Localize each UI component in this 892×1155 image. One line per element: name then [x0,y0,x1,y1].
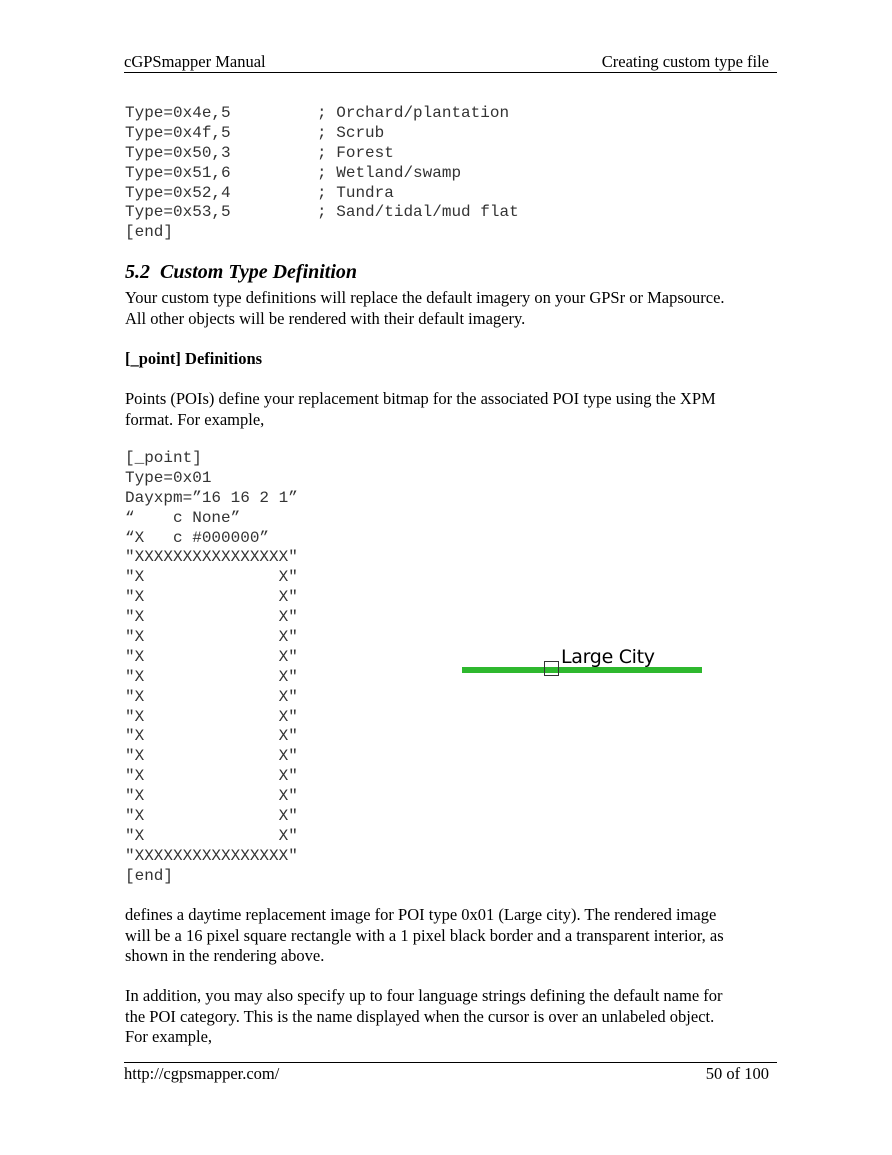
code-line: "X X" [125,608,298,627]
poi-rendering-example [462,644,707,684]
code-line: Type=0x4e,5 ; Orchard/plantation [125,104,510,122]
definitions-heading: [_point] Definitions [125,349,263,368]
code-line: "X X" [125,707,298,726]
footer-divider [124,1062,777,1063]
code-line: "X X" [125,628,298,647]
points-paragraph [125,389,775,430]
code-line: “X c #000000” [125,528,270,547]
page-footer [124,1064,777,1088]
header-chapter-title: Creating custom type file [601,52,769,71]
code-line: "X X" [125,588,298,607]
code-line: Type=0x01 [125,468,212,487]
code-line: Dayxpm=”16 16 2 1” [125,488,298,507]
code-line: Type=0x51,6 ; Wetland/swamp [125,163,462,182]
code-line: "X X" [125,747,298,766]
code-line: Type=0x50,3 ; Forest [125,143,394,162]
defines-paragraph [125,905,775,967]
code-line: Type=0x4f,5 ; Scrub [125,123,385,142]
paragraph-line: defines a daytime replacement image for POI type 0x01 (Large city). The rendered image [125,905,717,924]
code-line: “ c None” [125,508,241,527]
code-line: "XXXXXXXXXXXXXXXX" [125,548,298,567]
paragraph-line: shown in the rendering above. [125,946,325,965]
intro-paragraph [125,288,775,329]
header-manual-title: cGPSmapper Manual [124,52,266,71]
poi-square-icon [544,661,559,676]
paragraph-line: will be a 16 pixel square rectangle with a 1 pixel black border and a transparent interior, as [125,925,724,945]
code-line: "XXXXXXXXXXXXXXXX" [125,846,298,865]
city-label: Large City [561,646,655,668]
code-line: [_point] [125,449,202,467]
code-line: "X X" [125,767,298,786]
addition-paragraph [125,986,775,1048]
code-block-type-list [125,104,519,243]
page-header [124,50,777,74]
paragraph-line: In addition, you may also specify up to four language strings defining the default name for [125,986,723,1005]
code-line: Type=0x53,5 ; Sand/tidal/mud flat [125,203,519,222]
section-number: 5.2 [125,261,150,283]
code-line: "X X" [125,807,298,826]
paragraph-line: Your custom type definitions will replace the default imagery on your GPSr or Mapsource. [125,288,725,307]
section-title: Custom Type Definition [160,261,358,283]
code-line: [end] [125,866,174,885]
code-block-point-definition [125,449,298,887]
section-heading [125,261,357,284]
paragraph-line: Points (POIs) define your replacement bitmap for the associated POI type using the XPM [125,389,716,408]
code-line: "X X" [125,667,298,686]
page-number: 50 of 100 [705,1064,769,1083]
header-divider [124,72,777,73]
code-line: "X X" [125,727,298,746]
code-line: [end] [125,223,174,242]
code-line: "X X" [125,826,298,845]
code-line: "X X" [125,647,298,666]
footer-url: http://cgpsmapper.com/ [124,1064,280,1083]
paragraph-line: the POI category. This is the name displayed when the cursor is over an unlabeled object. [125,1006,715,1026]
paragraph-line: For example, [125,1027,213,1046]
paragraph-line: format. For example, [125,409,265,429]
code-line: "X X" [125,568,298,587]
paragraph-line: All other objects will be rendered with their default imagery. [125,308,526,328]
code-line: "X X" [125,787,298,806]
code-line: Type=0x52,4 ; Tundra [125,183,394,202]
code-line: "X X" [125,687,298,706]
